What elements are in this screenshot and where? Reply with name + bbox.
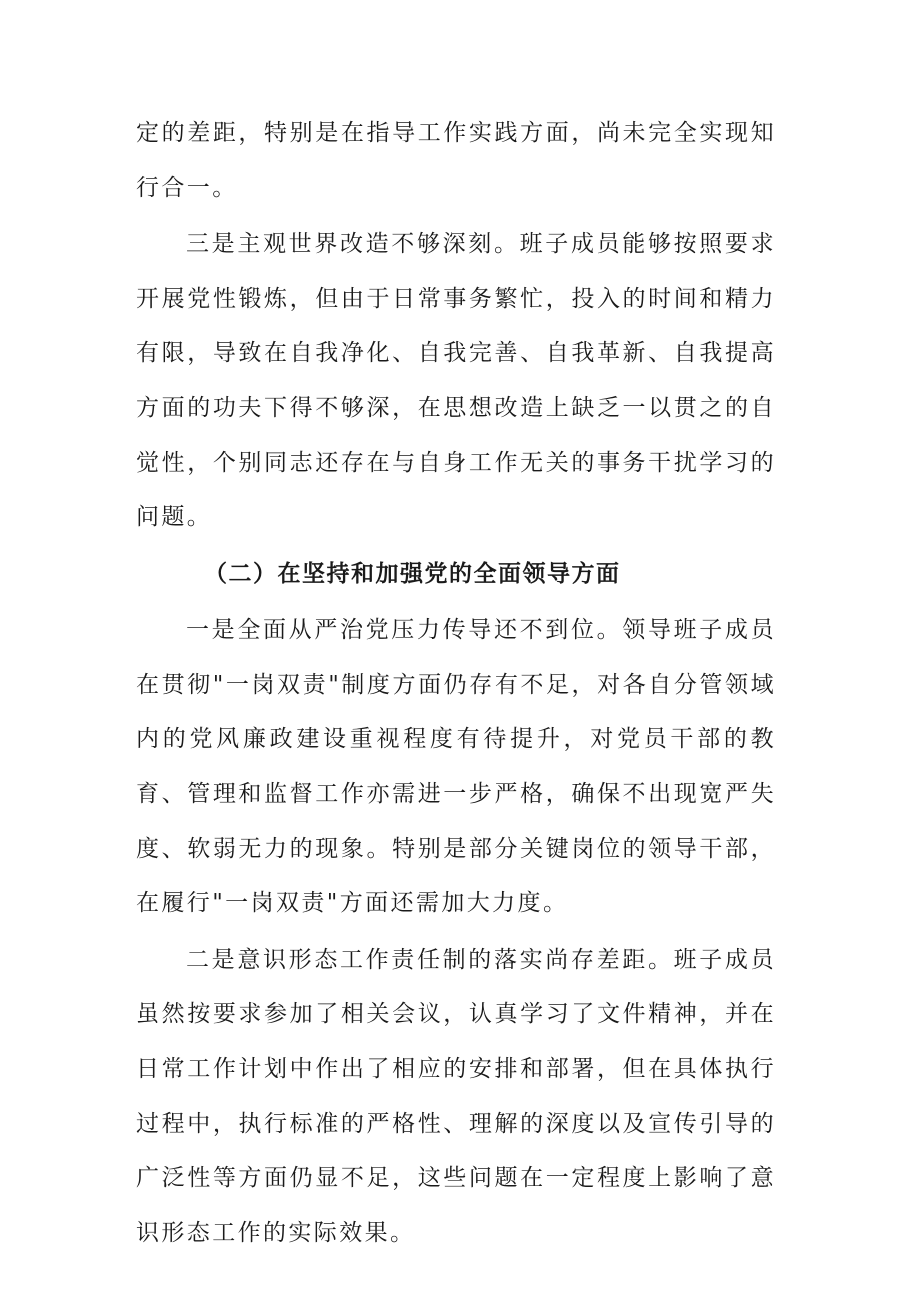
paragraph-party-discipline: 一是全面从严治党压力传导还不到位。领导班子成员在贯彻"一岗双责"制度方面仍存有不足，对各自分管领域内的党风廉政建设重视程度有待提升，对党员干部的教育、管理和监督工作亦需进一步严格，确保不出现宽严失度、软弱无力的现象。特别是部分关键岗位的领导干部，在履行"一岗双责"方面还需加大力度。: [136, 616, 776, 917]
continuation-paragraph: 定的差距，特别是在指导工作实践方面，尚未完全实现知行合一。: [136, 120, 776, 201]
document-page: [136, 106, 776, 1261]
paragraph-ideology-responsibility: 二是意识形态工作责任制的落实尚存差距。班子成员虽然按要求参加了相关会议，认真学习了文件精神，并在日常工作计划中作出了相应的安排和部署，但在具体执行过程中，执行标准的严格性、理解的深度以及宣传引导的广泛性等方面仍显不足，这些问题在一定程度上影响了意识形态工作的实际效果。: [136, 946, 776, 1247]
paragraph-subjective-world: 三是主观世界改造不够深刻。班子成员能够按照要求开展党性锻炼，但由于日常事务繁忙，投入的时间和精力有限，导致在自我净化、自我完善、自我革新、自我提高方面的功夫下得不够深，在思想改造上缺乏一以贯之的自觉性，个别同志还存在与自身工作无关的事务干扰学习的问题。: [136, 230, 776, 531]
section-heading-two: （二）在坚持和加强党的全面领导方面: [204, 560, 621, 587]
